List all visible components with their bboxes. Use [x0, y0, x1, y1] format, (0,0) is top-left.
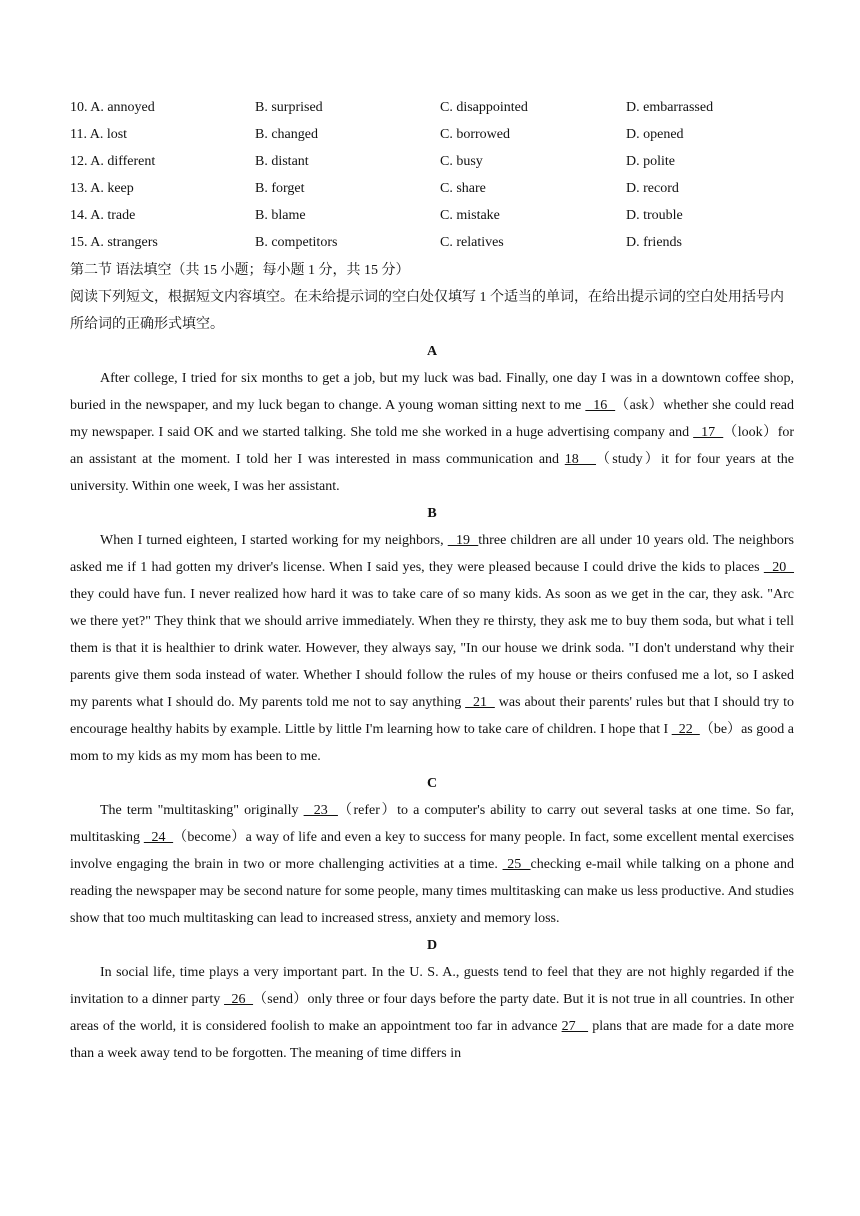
passage-text-run: After college, I tried for six months to get a job, but my luck was bad. Finally, one day I was in a downtown coffee shop, buried in the newspaper, and my luck began to change. A young woman sitting next to me [70, 371, 794, 413]
answer-blank: 25 [502, 857, 531, 872]
option-row-15 [70, 229, 800, 256]
option-c: C. borrowed [440, 127, 510, 142]
option-d: D. record [626, 181, 679, 196]
option-row-12 [70, 148, 800, 175]
multiple-choice-options [70, 94, 800, 256]
passage-text-run: In social life, time plays a very important part. In the U. S. A., guests tend to feel that they are not highly regarded if the invitation to a dinner party [70, 965, 794, 1007]
passage-text-run: three children are all under 10 years old. The neighbors asked me if 1 had gotten my driver's license. When I said yes, they were pleased because I could drive the kids to places [70, 533, 795, 575]
word-hint: （study） [596, 452, 662, 467]
passage-b-text [70, 527, 794, 770]
passage-heading-c: C [426, 776, 438, 791]
section-instructions: 阅读下列短文，根据短文内容填空。在未给提示词的空白处仅填写 1 个适当的单词，在给出提示词的空白处用括号内所给词的正确形式填空。 [70, 290, 784, 332]
option-d: D. friends [626, 235, 682, 250]
answer-blank: 17 [693, 425, 724, 440]
passages [70, 338, 794, 1067]
word-hint: （look） [723, 425, 778, 440]
passage-text-run: The term "multitasking" originally [100, 803, 304, 818]
option-c: C. relatives [440, 235, 504, 250]
option-c: C. share [440, 181, 486, 196]
option-b: B. competitors [255, 235, 338, 250]
option-c: C. busy [440, 154, 483, 169]
passage-text-run: checking e-mail while talking on a phone and reading the newspaper may be second nature for some people, many times multitasking can make us less productive. And studies show that too much multitasking can lead to increased stress, anxiety and memory loss. [70, 857, 795, 926]
option-d: D. polite [626, 154, 675, 169]
passage-text-run: for an assistant at the moment. I told her I was interested in mass communication and [70, 425, 795, 467]
option-a: 11. A. lost [70, 127, 128, 142]
answer-blank: 24 [143, 830, 174, 845]
passage-text-run: to a computer's ability to carry out several tasks at one time. So far, multitasking [70, 803, 794, 845]
option-row-11 [70, 121, 800, 148]
option-a: 15. A. strangers [70, 235, 158, 250]
passage-d-text [70, 959, 794, 1067]
option-c: C. disappointed [440, 100, 528, 115]
section-title: 第二节 语法填空（共 15 小题；每小题 1 分，共 15 分） [70, 263, 410, 278]
answer-blank: 18 [564, 452, 597, 467]
answer-blank: 26 [224, 992, 254, 1007]
passage-heading-b: B [427, 506, 437, 521]
option-a: 12. A. different [70, 154, 156, 169]
option-b: B. changed [255, 127, 318, 142]
word-hint: （become） [173, 830, 246, 845]
answer-blank: 20 [763, 560, 795, 575]
word-hint: （be） [699, 722, 742, 737]
passage-heading-d: D [426, 938, 438, 953]
option-d: D. opened [626, 127, 684, 142]
passage-c-text [70, 797, 794, 932]
passage-heading-a: A [426, 344, 438, 359]
option-b: B. distant [255, 154, 309, 169]
option-row-14 [70, 202, 800, 229]
option-d: D. embarrassed [626, 100, 714, 115]
answer-blank: 16 [585, 398, 616, 413]
option-a: 10. A. annoyed [70, 100, 155, 115]
answer-blank: 19 [447, 533, 479, 548]
passage-text-run: as good a mom to my kids as my mom has been to me. [70, 722, 795, 764]
option-row-13 [70, 175, 800, 202]
passage-text-run: When I turned eighteen, I started working for my neighbors, [100, 533, 448, 548]
passage-a-text [70, 365, 794, 500]
word-hint: （refer） [337, 803, 398, 818]
answer-blank: 23 [303, 803, 338, 818]
option-c: C. mistake [440, 208, 500, 223]
option-b: B. forget [255, 181, 305, 196]
passage-text-run: a way of life and even a key to success for many people. In fact, some excellent mental exercises involve engaging the brain in two or more challenging activities at a time. [70, 830, 795, 872]
passage-text-run: whether she could read my newspaper. I said OK and we started talking. She told me she worked in a huge advertising company and [70, 398, 795, 440]
option-b: B. blame [255, 208, 306, 223]
option-a: 13. A. keep [70, 181, 134, 196]
answer-blank: 27 [561, 1019, 589, 1034]
passage-text-run: only three or four days before the party date. But it is not true in all countries. In other areas of the world, it is considered foolish to make an appointment too far in advance [70, 992, 794, 1034]
option-b: B. surprised [255, 100, 323, 115]
option-a: 14. A. trade [70, 208, 136, 223]
passage-text-run: was about their parents' rules but that I should try to encourage healthy habits by example. Little by little I'm learning how to take care of children. I hope that I [70, 695, 794, 737]
option-d: D. trouble [626, 208, 683, 223]
option-row-10 [70, 94, 800, 121]
answer-blank: 21 [465, 695, 495, 710]
passage-text-run: it for four years at the university. Within one week, I was her assistant. [70, 452, 794, 494]
passage-text-run: they could have fun. I never realized how hard it was to take care of so many kids. As soon as we get in the car, they ask. "Arc we there yet?" They think that we should arrive immediately. When they re thirsty, they ask me to buy them soda, but what i tell them is that it is healthier to drink water. However, they always say, "In our house we drink soda. "I don't understand why their parents give them soda instead of water. Whether I should follow the rules of my house or theirs confused me a lot, so I asked my parents what I should do. My parents told me not to say anything [70, 587, 794, 710]
passage-text-run: plans that are made for a date more than a week away tend to be forgotten. The meaning of time differs in [70, 1019, 794, 1061]
word-hint: （ask） [615, 398, 664, 413]
word-hint: （send） [253, 992, 308, 1007]
answer-blank: 22 [671, 722, 700, 737]
